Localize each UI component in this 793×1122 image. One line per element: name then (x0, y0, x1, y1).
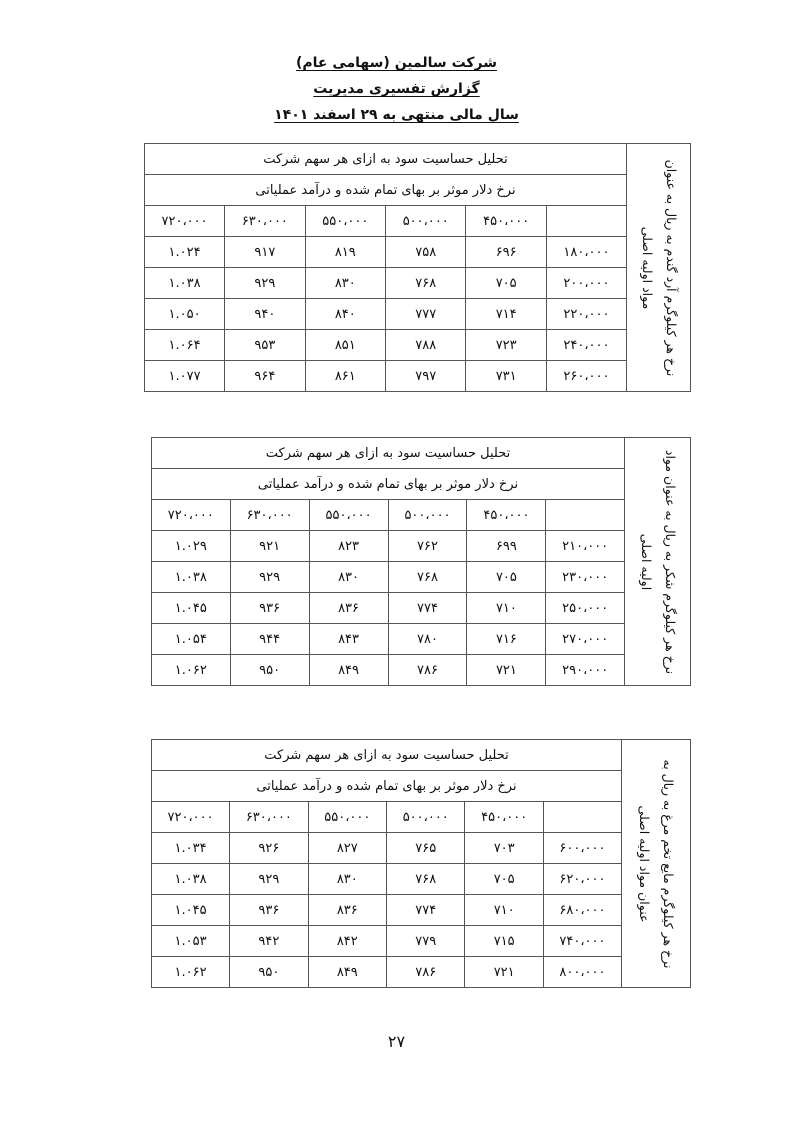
table-cell: ۱.۰۴۵ (152, 895, 230, 926)
table-cell: ۹۴۲ (230, 926, 308, 957)
column-header: ۵۵۰،۰۰۰ (305, 206, 385, 237)
table-cell: ۷۱۰ (467, 593, 546, 624)
table-subtitle: نرخ دلار موثر بر بهای تمام شده و درآمد عملیاتی (152, 771, 621, 802)
row-header: ۲۷۰،۰۰۰ (546, 624, 624, 655)
table-cell: ۱.۰۴۵ (152, 593, 230, 624)
table-cell: ۱.۰۳۸ (152, 562, 230, 593)
table-row (152, 531, 624, 562)
row-header: ۷۴۰،۰۰۰ (543, 926, 621, 957)
table-cell: ۷۸۶ (387, 957, 465, 988)
table-cell: ۷۸۰ (388, 624, 467, 655)
table-title-row (145, 144, 626, 175)
side-label: نرخ هر کیلوگرم مایع تخم مرغ به ریال به عنوان مواد اولیه اصلی (637, 759, 676, 968)
column-header (546, 500, 624, 531)
column-header: ۵۰۰،۰۰۰ (386, 206, 466, 237)
table-cell: ۷۸۶ (388, 655, 467, 686)
column-header: ۷۲۰،۰۰۰ (152, 802, 230, 833)
data-grid (145, 144, 626, 391)
table-cell: ۸۵۱ (305, 330, 385, 361)
side-label: نرخ هر کیلوگرم شکر به ریال به عنوان مواد اولیه اصلی (638, 449, 678, 674)
table-cell: ۷۶۸ (387, 864, 465, 895)
table-cell: ۸۶۱ (305, 361, 385, 392)
table-cell: ۸۴۹ (309, 655, 388, 686)
company-name: شرکت سالمین (سهامی عام) (295, 55, 498, 71)
table-cell: ۹۲۹ (230, 562, 309, 593)
row-header: ۲۴۰،۰۰۰ (546, 330, 626, 361)
data-grid (152, 740, 621, 987)
table-cell: ۷۵۸ (386, 237, 466, 268)
column-header: ۶۳۰،۰۰۰ (230, 802, 308, 833)
table-row (152, 895, 621, 926)
table-cell: ۸۴۹ (308, 957, 386, 988)
table-cell: ۱.۰۷۷ (145, 361, 225, 392)
table-cell: ۸۲۷ (308, 833, 386, 864)
table-row (152, 864, 621, 895)
table-cell: ۷۷۴ (387, 895, 465, 926)
header-period (0, 104, 793, 123)
table-row (152, 593, 624, 624)
row-header: ۲۳۰،۰۰۰ (546, 562, 624, 593)
side-label-cell (621, 740, 690, 987)
table-cell: ۷۲۱ (467, 655, 546, 686)
row-header: ۶۲۰،۰۰۰ (543, 864, 621, 895)
table-cell: ۷۶۸ (388, 562, 467, 593)
table-cell: ۹۲۶ (230, 833, 308, 864)
table-cell: ۱.۰۲۹ (152, 531, 230, 562)
column-header: ۵۵۰،۰۰۰ (309, 500, 388, 531)
table-cell: ۷۷۴ (388, 593, 467, 624)
table-row (152, 562, 624, 593)
column-header-row (145, 206, 626, 237)
column-header: ۴۵۰،۰۰۰ (466, 206, 546, 237)
side-label-cell (624, 438, 690, 685)
table-cell: ۷۰۳ (465, 833, 543, 864)
table-row (152, 926, 621, 957)
row-header: ۲۹۰،۰۰۰ (546, 655, 624, 686)
table-cell: ۱.۰۲۴ (145, 237, 225, 268)
table-cell: ۱.۰۶۲ (152, 957, 230, 988)
side-label: نرخ هر کیلوگرم آرد گندم به ریال به عنوان مواد اولیه اصلی (639, 159, 679, 376)
table-cell: ۷۱۴ (466, 299, 546, 330)
table-cell: ۹۳۶ (230, 593, 309, 624)
row-header: ۲۶۰،۰۰۰ (546, 361, 626, 392)
table-cell: ۷۰۵ (465, 864, 543, 895)
table-cell: ۸۴۳ (309, 624, 388, 655)
table-cell: ۹۱۷ (225, 237, 305, 268)
column-header: ۴۵۰،۰۰۰ (467, 500, 546, 531)
table-cell: ۹۲۹ (225, 268, 305, 299)
header-report (0, 78, 793, 97)
column-header: ۵۰۰،۰۰۰ (388, 500, 467, 531)
table-cell: ۱.۰۶۴ (145, 330, 225, 361)
table-cell: ۸۱۹ (305, 237, 385, 268)
table-cell: ۷۰۵ (466, 268, 546, 299)
table-cell: ۷۶۲ (388, 531, 467, 562)
table-cell: ۷۹۷ (386, 361, 466, 392)
header-company (0, 52, 793, 71)
row-header: ۶۰۰،۰۰۰ (543, 833, 621, 864)
table-cell: ۹۵۰ (230, 957, 308, 988)
table-cell: ۷۱۵ (465, 926, 543, 957)
table-cell: ۸۳۰ (305, 268, 385, 299)
column-header: ۷۲۰،۰۰۰ (152, 500, 230, 531)
table-cell: ۸۲۳ (309, 531, 388, 562)
table-subtitle-row (152, 469, 624, 500)
table-row (152, 833, 621, 864)
data-grid (152, 438, 624, 685)
row-header: ۶۸۰،۰۰۰ (543, 895, 621, 926)
table-cell: ۸۳۶ (308, 895, 386, 926)
side-label-cell (626, 144, 690, 391)
table-row (145, 361, 626, 392)
table-row (145, 268, 626, 299)
column-header: ۶۳۰،۰۰۰ (225, 206, 305, 237)
table-title: تحلیل حساسیت سود به ازای هر سهم شرکت (152, 438, 624, 469)
column-header: ۶۳۰،۰۰۰ (230, 500, 309, 531)
row-header: ۲۵۰،۰۰۰ (546, 593, 624, 624)
table-cell: ۷۳۱ (466, 361, 546, 392)
table-cell: ۱.۰۳۸ (145, 268, 225, 299)
column-header: ۷۲۰،۰۰۰ (145, 206, 225, 237)
table-cell: ۷۲۳ (466, 330, 546, 361)
row-header: ۱۸۰،۰۰۰ (546, 237, 626, 268)
table-subtitle-row (145, 175, 626, 206)
table-cell: ۷۱۶ (467, 624, 546, 655)
column-header (546, 206, 626, 237)
table-cell: ۱.۰۵۰ (145, 299, 225, 330)
table-subtitle: نرخ دلار موثر بر بهای تمام شده و درآمد عملیاتی (145, 175, 626, 206)
table-cell: ۸۴۰ (305, 299, 385, 330)
row-header: ۲۰۰،۰۰۰ (546, 268, 626, 299)
table-cell: ۷۰۵ (467, 562, 546, 593)
table-cell: ۱.۰۵۴ (152, 624, 230, 655)
table-cell: ۸۳۶ (309, 593, 388, 624)
report-period: سال مالی منتهی به ۲۹ اسفند ۱۴۰۱ (274, 107, 519, 123)
table-cell: ۷۶۸ (386, 268, 466, 299)
table-row (152, 957, 621, 988)
table-cell: ۷۱۰ (465, 895, 543, 926)
table-subtitle-row (152, 771, 621, 802)
table-subtitle: نرخ دلار موثر بر بهای تمام شده و درآمد عملیاتی (152, 469, 624, 500)
table-cell: ۸۴۲ (308, 926, 386, 957)
sensitivity-table-3 (151, 739, 691, 988)
page-number: ۲۷ (387, 1032, 406, 1051)
table-cell: ۶۹۶ (466, 237, 546, 268)
table-cell: ۹۵۳ (225, 330, 305, 361)
table-title-row (152, 740, 621, 771)
table-cell: ۹۴۴ (230, 624, 309, 655)
report-title: گزارش تفسیری مدیریت (313, 81, 480, 97)
table-cell: ۱.۰۳۴ (152, 833, 230, 864)
row-header: ۲۱۰،۰۰۰ (546, 531, 624, 562)
table-title: تحلیل حساسیت سود به ازای هر سهم شرکت (152, 740, 621, 771)
row-header: ۸۰۰،۰۰۰ (543, 957, 621, 988)
table-cell: ۷۸۸ (386, 330, 466, 361)
table-cell: ۷۷۹ (387, 926, 465, 957)
column-header-row (152, 802, 621, 833)
table-cell: ۷۶۵ (387, 833, 465, 864)
table-cell: ۹۶۴ (225, 361, 305, 392)
sensitivity-table-2 (151, 437, 691, 686)
row-header: ۲۲۰،۰۰۰ (546, 299, 626, 330)
table-cell: ۷۲۱ (465, 957, 543, 988)
table-cell: ۱.۰۶۲ (152, 655, 230, 686)
table-cell: ۹۳۶ (230, 895, 308, 926)
table-cell: ۹۲۹ (230, 864, 308, 895)
column-header: ۵۰۰،۰۰۰ (387, 802, 465, 833)
table-cell: ۸۳۰ (309, 562, 388, 593)
column-header (543, 802, 621, 833)
sensitivity-table-1 (144, 143, 691, 392)
column-header: ۴۵۰،۰۰۰ (465, 802, 543, 833)
table-row (145, 237, 626, 268)
table-cell: ۹۴۰ (225, 299, 305, 330)
table-row (152, 624, 624, 655)
table-cell: ۶۹۹ (467, 531, 546, 562)
table-row (152, 655, 624, 686)
table-cell: ۸۳۰ (308, 864, 386, 895)
table-title-row (152, 438, 624, 469)
table-cell: ۷۷۷ (386, 299, 466, 330)
table-row (145, 330, 626, 361)
table-row (145, 299, 626, 330)
column-header: ۵۵۰،۰۰۰ (308, 802, 386, 833)
column-header-row (152, 500, 624, 531)
table-cell: ۹۲۱ (230, 531, 309, 562)
table-cell: ۱.۰۵۳ (152, 926, 230, 957)
table-cell: ۹۵۰ (230, 655, 309, 686)
table-title: تحلیل حساسیت سود به ازای هر سهم شرکت (145, 144, 626, 175)
table-cell: ۱.۰۳۸ (152, 864, 230, 895)
